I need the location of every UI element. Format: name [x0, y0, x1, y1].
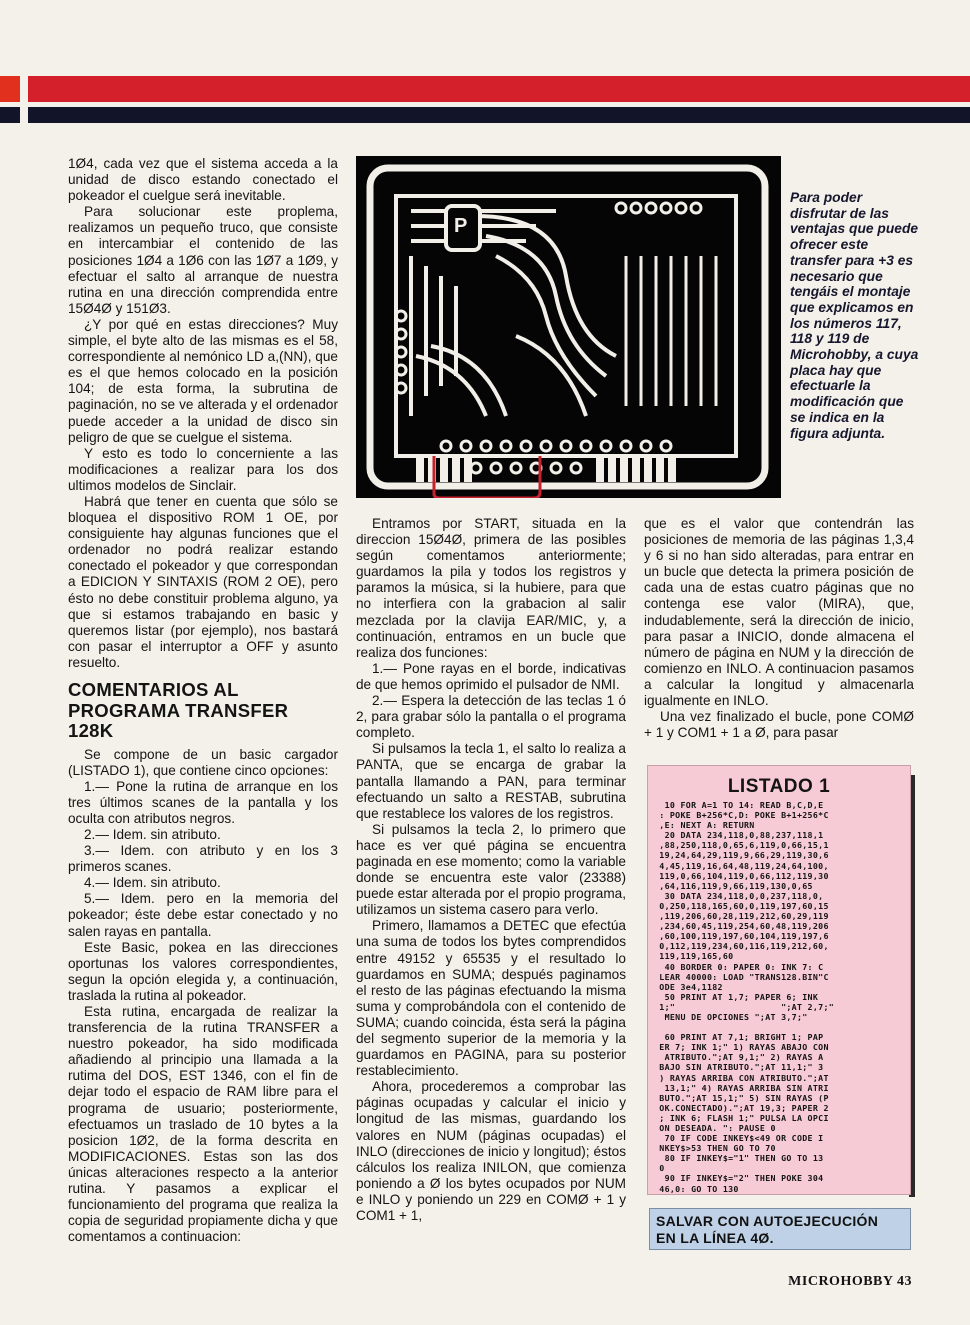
list-item: 1.— Pone la rutina de arranque en los tres últimos scanes de la pantalla y los oculta con atributos negros.: [68, 778, 338, 826]
code-line: MENU DE OPCIONES ";AT 3,7;": [654, 1011, 808, 1022]
code-line: BUTO.";AT 15,1;" 5) SIN RAYAS (P: [654, 1092, 829, 1103]
photo-caption: Para poder disfrutar de las ventajas que puede ofrecer este transfer para +3 es necesario que tengáis el montaje que explicamos en los números 117, 118 y 119 de Microhobby, a cuya placa hay que efectuarle la modificación que se indica en la figura adjunta.: [790, 190, 919, 441]
code-line: 0,250,118,165,60,0,119,197,60,15: [654, 900, 829, 911]
list-item: 2.— Idem. sin atributo.: [84, 826, 221, 842]
paragraph: Se compone de un basic cargador (LISTADO 1), que contiene cinco opciones:: [68, 746, 338, 778]
code-line: ; INK 6; FLASH 1;" PULSA LA OPCI: [654, 1112, 829, 1123]
paragraph: 1Ø4, cada vez que el sistema acceda a la unidad de disco estando conectado el pokeador el cuelgue será inevitable.: [68, 156, 338, 204]
paragraph: Este Basic, pokea en las direcciones oportunas los valores correspondientes, segun la opción elegida y, a continuación, traslada la rutina al pokeador.: [68, 939, 338, 1003]
code-line: 10 FOR A=1 TO 14: READ B,C,D,E: [654, 800, 824, 810]
code-line: 70 IF CODE INKEY$<49 OR CODE I: [654, 1133, 824, 1144]
code-line: LEAR 40000: LOAD "TRANS128.BIN"C: [654, 971, 829, 982]
code-line: ,E: NEXT A: RETURN: [654, 820, 755, 831]
paragraph: Ahora, procederemos a comprobar las páginas ocupadas y calcular el inicio y longitud de las mismas, guardando los valores en NUM (páginas ocupadas) el INLO (direcciones de inicio y longitud); éstos cálculos los realiza INILON, que comienza poniendo a Ø los bytes ocupados por NUM e INLO y poniendo un 229 en COMØ + 1 y COM1 + 1,: [356, 1079, 626, 1224]
code-line: 80 IF INKEY$="1" THEN GO TO 13: [654, 1153, 824, 1164]
list-item: 2.— Espera la detección de las teclas 1 ó 2, para grabar sólo la pantalla o el programa completo.: [356, 693, 626, 741]
paragraph: Para solucionar este proplema, realizamos un pequeño truco, que consiste en intercambiar el contenido de las posiciones 1Ø4 a 1Ø6 con las 1Ø7 a 1Ø9, y efectuar el salto al arranque de nuestra rutina en una dirección comprendida entre 15Ø4Ø y 151Ø3.: [68, 204, 338, 316]
basic-listing: [647, 765, 911, 1195]
autorun-note-box: [649, 1208, 911, 1250]
text-column-3: [644, 516, 914, 741]
section-heading: COMENTARIOS AL PROGRAMA TRANSFER 128K: [68, 679, 289, 741]
code-line: OK.CONECTADO).";AT 19,3; PAPER 2: [654, 1102, 829, 1113]
listing-code: [648, 800, 910, 1195]
edge-black-bar: [0, 107, 20, 123]
pcb-photo: [356, 156, 781, 498]
code-line: 40 BORDER 0: PAPER 0: INK 7: C: [654, 961, 824, 972]
code-line: BAJO SIN ATRIBUTO.";AT 11,1;" 3: [654, 1062, 824, 1073]
code-line: 13,1;" 4) RAYAS ARRIBA SIN ATRI: [654, 1082, 829, 1093]
code-line: 119,0,66,104,119,0,66,112,119,30: [654, 870, 829, 881]
code-line: NKEY$>53 THEN GO TO 70: [654, 1143, 776, 1154]
paragraph: Una vez finalizado el bucle, pone COMØ + 1 y COM1 + 1 a Ø, para pasar: [644, 709, 914, 741]
paragraph: Habrá que tener en cuenta que sólo se bloquea el dispositivo ROM 1 OE, por consiguiente hay algunas funciones que el ordenador no podrá realizar estando conectado el pokeador y que correspondan a EDICION Y SINTAXIS (ROM 2 OE), pero ésto no debe constituir problema alguno, ya que si estamos trabajando en basic y queremos listar (por ejemplo), nos bastará con pasar el interruptor a OFF y asunto resuelto.: [68, 493, 338, 670]
code-line: 30 DATA 234,118,0,0,237,118,0,: [654, 890, 824, 901]
list-item: 1.— Pone rayas en el borde, indicativas de que hemos oprimido el pulsador de NMI.: [356, 660, 626, 692]
code-line: 90 IF INKEY$="2" THEN POKE 304: [654, 1173, 824, 1184]
pcb-label: P: [454, 215, 468, 237]
code-line: ODE 3e4,1182: [654, 981, 723, 992]
text-column-2: [356, 516, 626, 1224]
text-column-1: [68, 156, 338, 1245]
paragraph: ¿Y por qué en estas direcciones? Muy simple, el byte alto de las mismas es el 58, correspondiente al nemónico LD a,(NN), que es el que hemos colocado en la posición 104; de esta forma, la subrutina de paginación, no se ve alterada y el ordenador puede acceder a la unidad de disco sin peligro de que se cuelgue el sistema.: [68, 316, 338, 445]
code-line: ) RAYAS ARRIBA CON ATRIBUTO.";AT: [654, 1072, 829, 1083]
listing-title: LISTADO 1: [727, 776, 831, 797]
paragraph: Si pulsamos la tecla 2, lo primero que hace es ver qué página se encuentra paginada en ese momento; como la variable donde se encuentra este valor (23388) puede estar alterada por el propio programa, utilizamos un sistema casero para verlo.: [356, 821, 626, 918]
header-navy-band: [28, 107, 970, 123]
code-line: ,60,100,119,197,60,104,119,197,6: [654, 931, 829, 942]
code-line: [654, 1022, 908, 1032]
paragraph: Y esto es todo lo concerniente a las modificaciones a realizar para los dos ultimos modelos de Sinclair.: [68, 445, 338, 493]
code-line: 50 PRINT AT 1,7; PAPER 6; INK: [654, 991, 819, 1002]
paragraph: Si pulsamos la tecla 1, el salto lo realiza a PANTA, que se encarga de grabar la pantalla llamando a PAN, para terminar efectuando un salto a RESTAB, subrutina que restablece los valores de los registros.: [356, 741, 626, 821]
code-line: 20 DATA 234,118,0,88,237,118,1: [654, 830, 824, 841]
code-line: ATRIBUTO.";AT 9,1;" 2) RAYAS A: [654, 1052, 824, 1063]
code-line: ON DESEADA. ": PAUSE 0: [654, 1123, 776, 1133]
paragraph: Entramos por START, situada en la direccion 15Ø4Ø, primera de las posibles según comentamos anteriormente; guardamos la pila y todos los registros y paramos la música, si la hubiere, para que no interfiera con la grabacion al salir mezclada por la clavija EAR/MIC, y, a continuación, entramos en un bucle que realiza dos funciones:: [356, 516, 626, 660]
list-item: 4.— Idem. sin atributo.: [84, 875, 221, 891]
code-line: 46,0: GO TO 130: [654, 1183, 739, 1194]
code-line: ,119,206,60,28,119,212,60,29,119: [654, 911, 829, 922]
code-line: 0,112,119,234,60,116,119,212,60,: [654, 941, 829, 952]
code-line: ER 7; INK 1;" 1) RAYAS ABAJO CON: [654, 1042, 829, 1053]
header-red-band: [28, 76, 970, 102]
autorun-note-line: SALVAR CON AUTOEJECUCIÓN: [656, 1213, 879, 1229]
paragraph: Esta rutina, encargada de realizar la transferencia de la rutina TRANSFER a nuestro pokeador, ha sido modificada añadiendo al principio una llamada a la rutima del DOS, EST 1346, con el fin de dejar todo el espacio de RAM libre para el programa de usuario; posteriormente, efectuamos un traslado de 10 bytes a la posicion 1Ø2, de la forma descrita en MODIFICACIONES. Estas son las dos únicas alteraciones respecto a la anterior rutina. Y pasamos a explicar el funcionamiento del programa que realiza la copia de seguridad propiamente dicha y que comentamos a continuacion:: [68, 1004, 338, 1245]
list-item: 5.— Idem. pero en la memoria del pokeador; éste debe estar conectado y no salen rayas en pantalla.: [68, 891, 338, 939]
code-line: 0: [654, 1163, 665, 1174]
code-line: 1;" ";AT 2,7;": [654, 1001, 835, 1012]
paragraph: que es el valor que contendrán las posiciones de memoria de las páginas 1,3,4 y 6 si no han sido alteradas, para entrar en un bucle que detecta la primera posición de cada una de estas cuatro páginas que no contenga ese valor (MIRA), que, indudablemente, será la dirección de inicio, para pasar a INICIO, donde almacena el número de página en NUM y la dirección de comienzo en INLO. A continuacion pasamos a calcular la longitud y almacenarla igualmente en INLO.: [644, 516, 914, 709]
code-line: 4,45,119,16,64,48,119,24,64,100,: [654, 860, 829, 871]
code-line: [654, 1194, 908, 1195]
code-line: ,234,60,45,119,254,60,48,119,206: [654, 921, 829, 932]
pcb-layout-image: [356, 156, 781, 498]
edge-red-bar: [0, 76, 20, 102]
code-line: : POKE B+256*C,D: POKE B+1+256*C: [654, 810, 829, 821]
page-footer: MICROHOBBY 43: [788, 1274, 912, 1289]
autorun-note-line: EN LA LÍNEA 4Ø.: [656, 1229, 774, 1246]
code-line: 60 PRINT AT 7,1; BRIGHT 1; PAP: [654, 1032, 824, 1043]
code-line: 19,24,64,29,119,9,66,29,119,30,6: [654, 850, 829, 861]
code-line: ,88,250,118,0,65,6,119,0,66,15,1: [654, 840, 829, 851]
list-item: 3.— Idem. con atributo y en los 3 primeros scanes.: [68, 843, 338, 875]
code-line: 119,119,165,60: [654, 951, 734, 962]
paragraph: Primero, llamamos a DETEC que efectúa una suma de todos los bytes comprendidos entre 49152 y 65535 y el resultado lo guardamos en SUMA; después paginamos el resto de las páginas efectuando la misma suma y comprobándola con el contenido de SUMA; cuando coincida, ésta será la página del segmento superior de la memoria y la guardamos en PAGINA, para su posterior restablecimiento.: [356, 918, 626, 1079]
code-line: ,64,116,119,9,66,119,130,0,65: [654, 880, 813, 891]
